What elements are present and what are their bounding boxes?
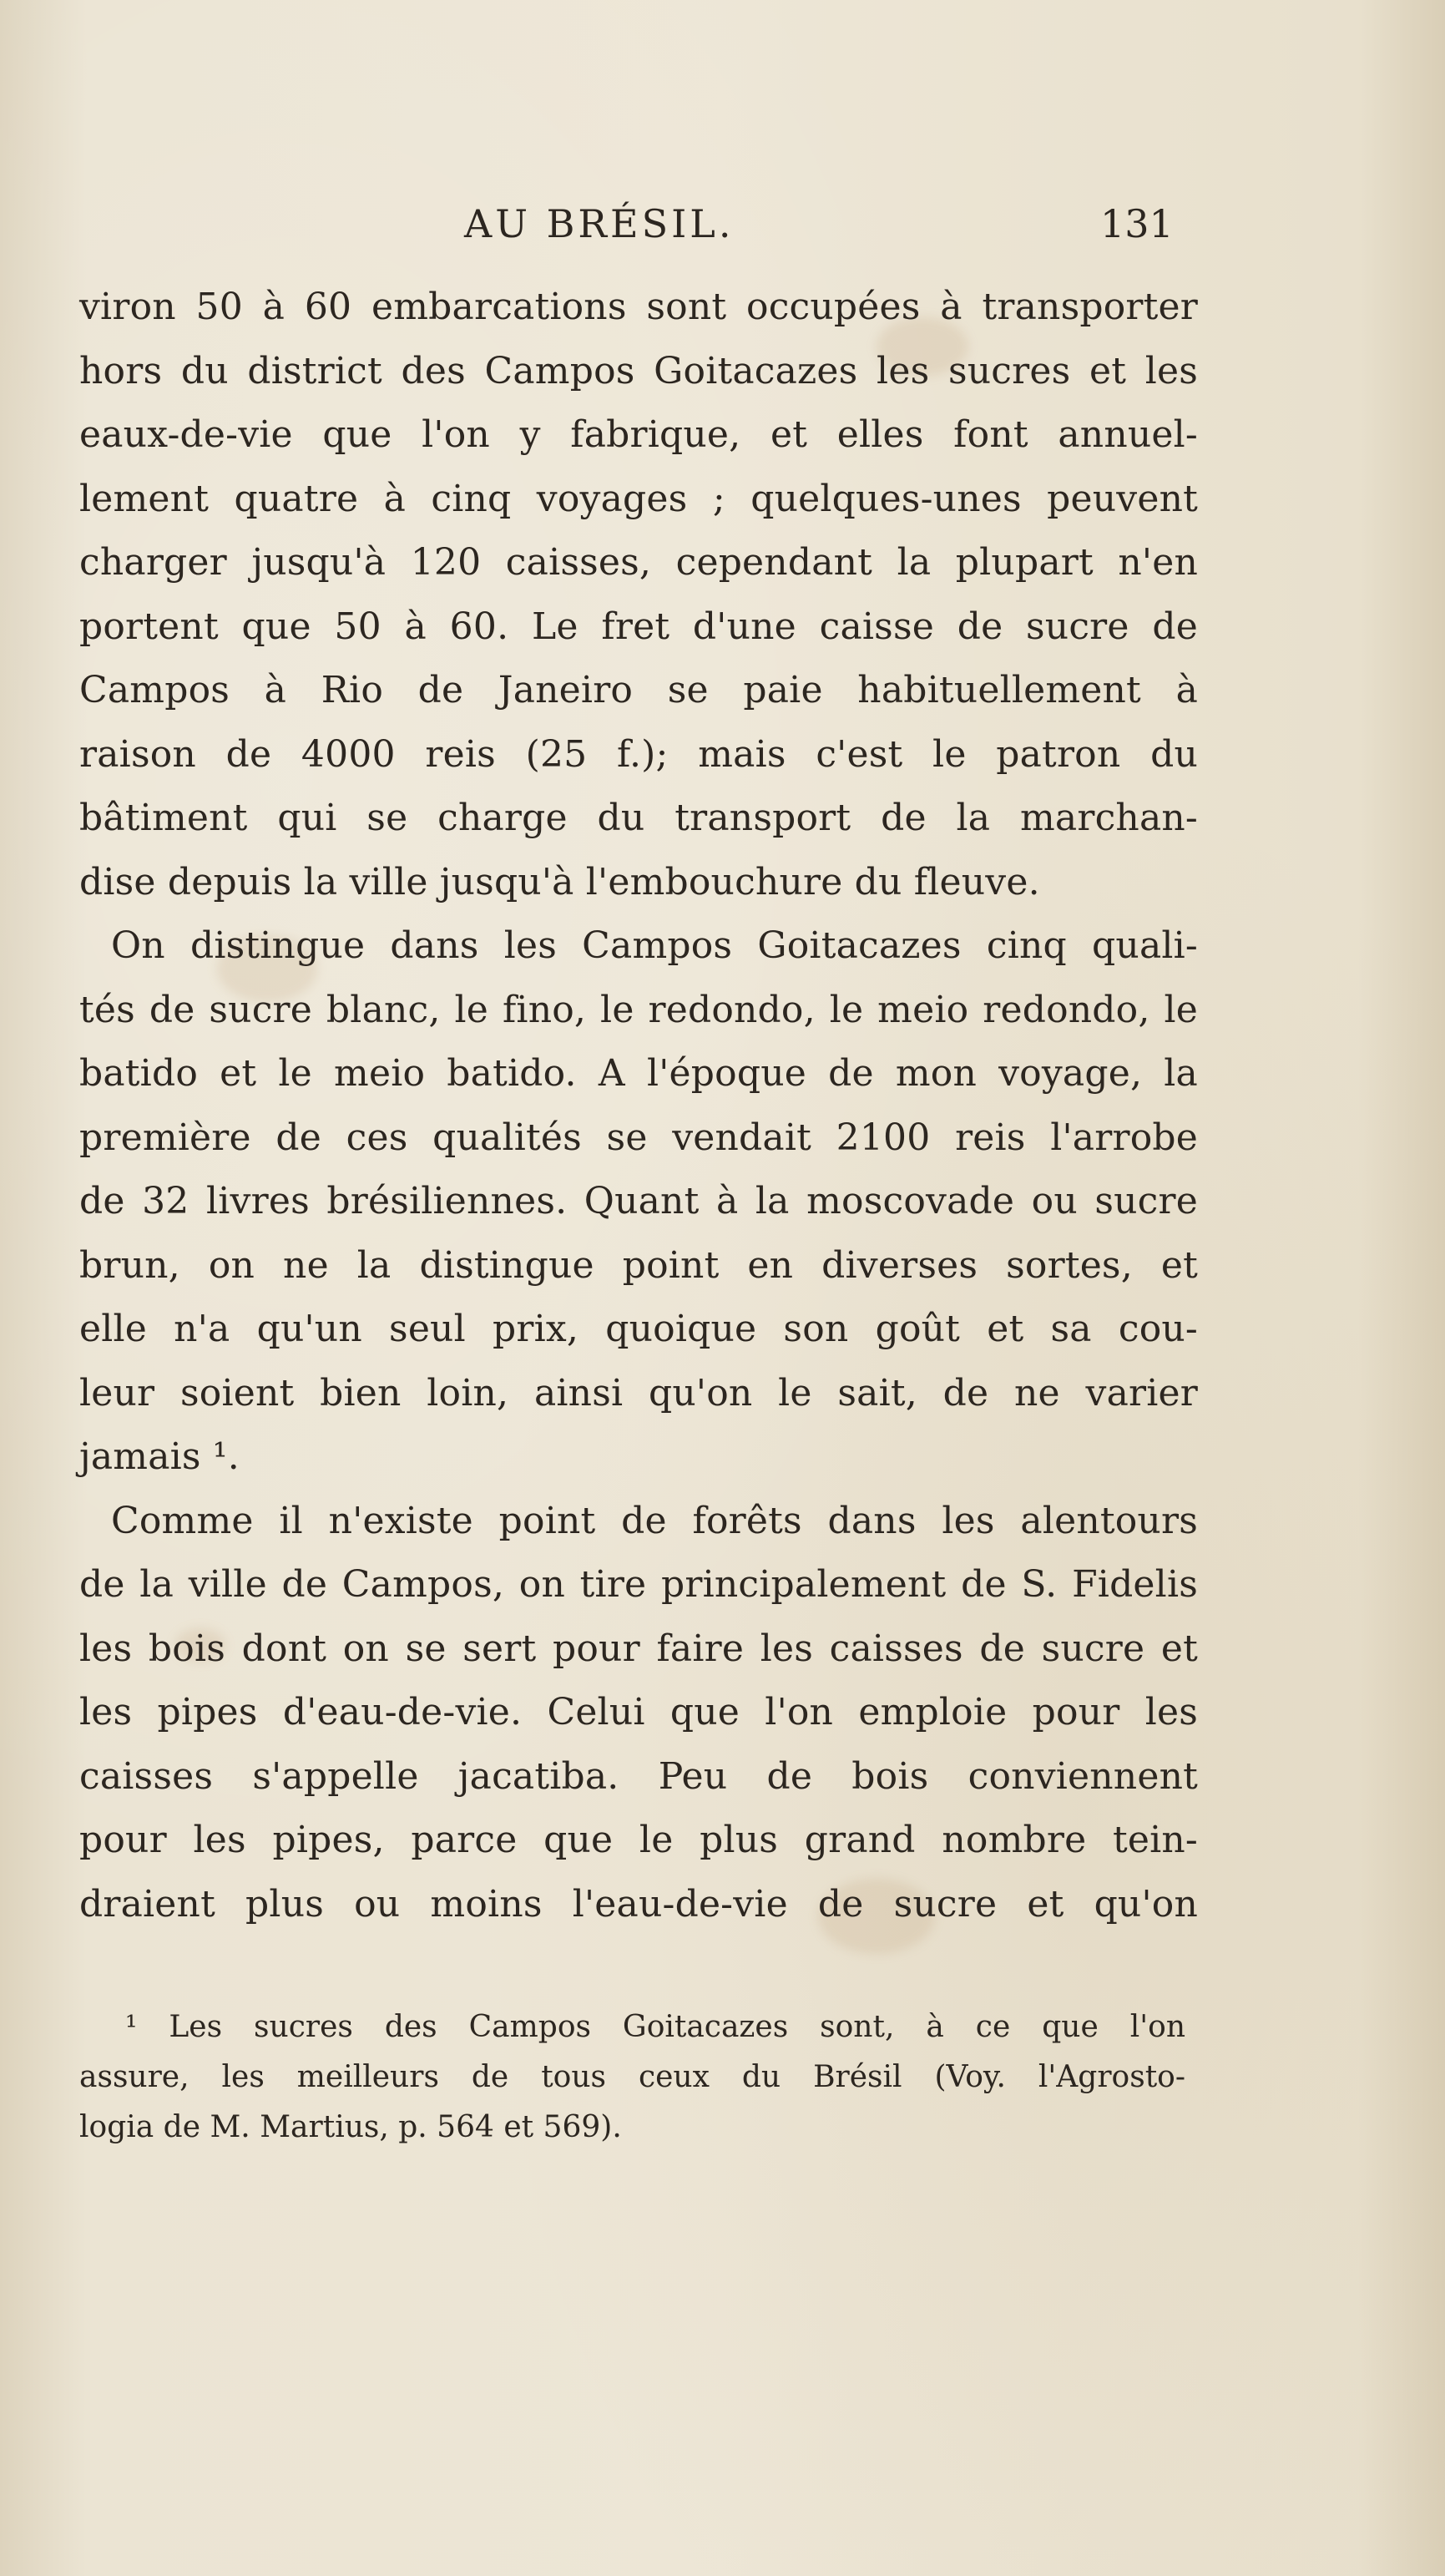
text-line: Campos à Rio de Janeiro se paie habituellement à xyxy=(79,669,1198,711)
running-head xyxy=(0,199,1445,257)
page-number: 131 xyxy=(1100,201,1174,246)
text-line: viron 50 à 60 embarcations sont occupées à transporter xyxy=(79,286,1198,328)
footnote-line: logia de M. Martius, p. 564 et 569). xyxy=(79,2110,622,2144)
text-line: bâtiment qui se charge du transport de la marchan- xyxy=(79,797,1198,839)
text-line: elle n'a qu'un seul prix, quoique son goût et sa cou- xyxy=(79,1308,1198,1350)
footnotes xyxy=(79,2002,1185,2153)
text-line: tés de sucre blanc, le fino, le redondo, le meio redondo, le xyxy=(79,988,1198,1031)
text-line: Comme il n'existe point de forêts dans les alentours xyxy=(111,1499,1198,1542)
text-line: charger jusqu'à 120 caisses, cependant la plupart n'en xyxy=(79,541,1198,584)
text-line: raison de 4000 reis (25 f.); mais c'est le patron du xyxy=(79,732,1198,776)
text-line: hors du district des Campos Goitacazes les sucres et les xyxy=(79,349,1198,392)
text-line: batido et le meio batido. A l'époque de mon voyage, la xyxy=(79,1052,1198,1095)
text-line: de 32 livres brésiliennes. Quant à la moscovade ou sucre xyxy=(79,1180,1198,1222)
body-text xyxy=(79,276,1198,1936)
text-line: eaux-de-vie que l'on y fabrique, et elles font annuel- xyxy=(79,413,1198,456)
text-line: portent que 50 à 60. Le fret d'une caisse de sucre de xyxy=(79,605,1198,648)
text-line: jamais ¹. xyxy=(79,1435,240,1478)
footnote-line: ¹ Les sucres des Campos Goitacazes sont, à ce que l'on xyxy=(125,2010,1185,2044)
footnote-line: assure, les meilleurs de tous ceux du Brésil (Voy. l'Agrosto- xyxy=(79,2060,1185,2094)
running-head-title: AU BRÉSIL. xyxy=(464,201,735,246)
text-line: pour les pipes, parce que le plus grand nombre tein- xyxy=(79,1819,1198,1861)
text-line: dise depuis la ville jusqu'à l'embouchure du fleuve. xyxy=(79,860,1040,903)
text-line: draient plus ou moins l'eau-de-vie de sucre et qu'on xyxy=(79,1882,1198,1926)
text-line: les pipes d'eau-de-vie. Celui que l'on emploie pour les xyxy=(79,1691,1198,1733)
text-line: caisses s'appelle jacatiba. Peu de bois conviennent xyxy=(79,1754,1198,1798)
text-line: leur soient bien loin, ainsi qu'on le sait, de ne varier xyxy=(79,1371,1198,1415)
text-line: brun, on ne la distingue point en diverses sortes, et xyxy=(79,1243,1198,1287)
text-line: lement quatre à cinq voyages ; quelques-unes peuvent xyxy=(79,477,1198,520)
text-line: de la ville de Campos, on tire principalement de S. Fidelis xyxy=(79,1563,1198,1606)
text-line: On distingue dans les Campos Goitacazes cinq quali- xyxy=(111,924,1198,967)
text-line: première de ces qualités se vendait 2100 reis l'arrobe xyxy=(79,1116,1198,1159)
text-line: les bois dont on se sert pour faire les caisses de sucre et xyxy=(79,1627,1198,1670)
